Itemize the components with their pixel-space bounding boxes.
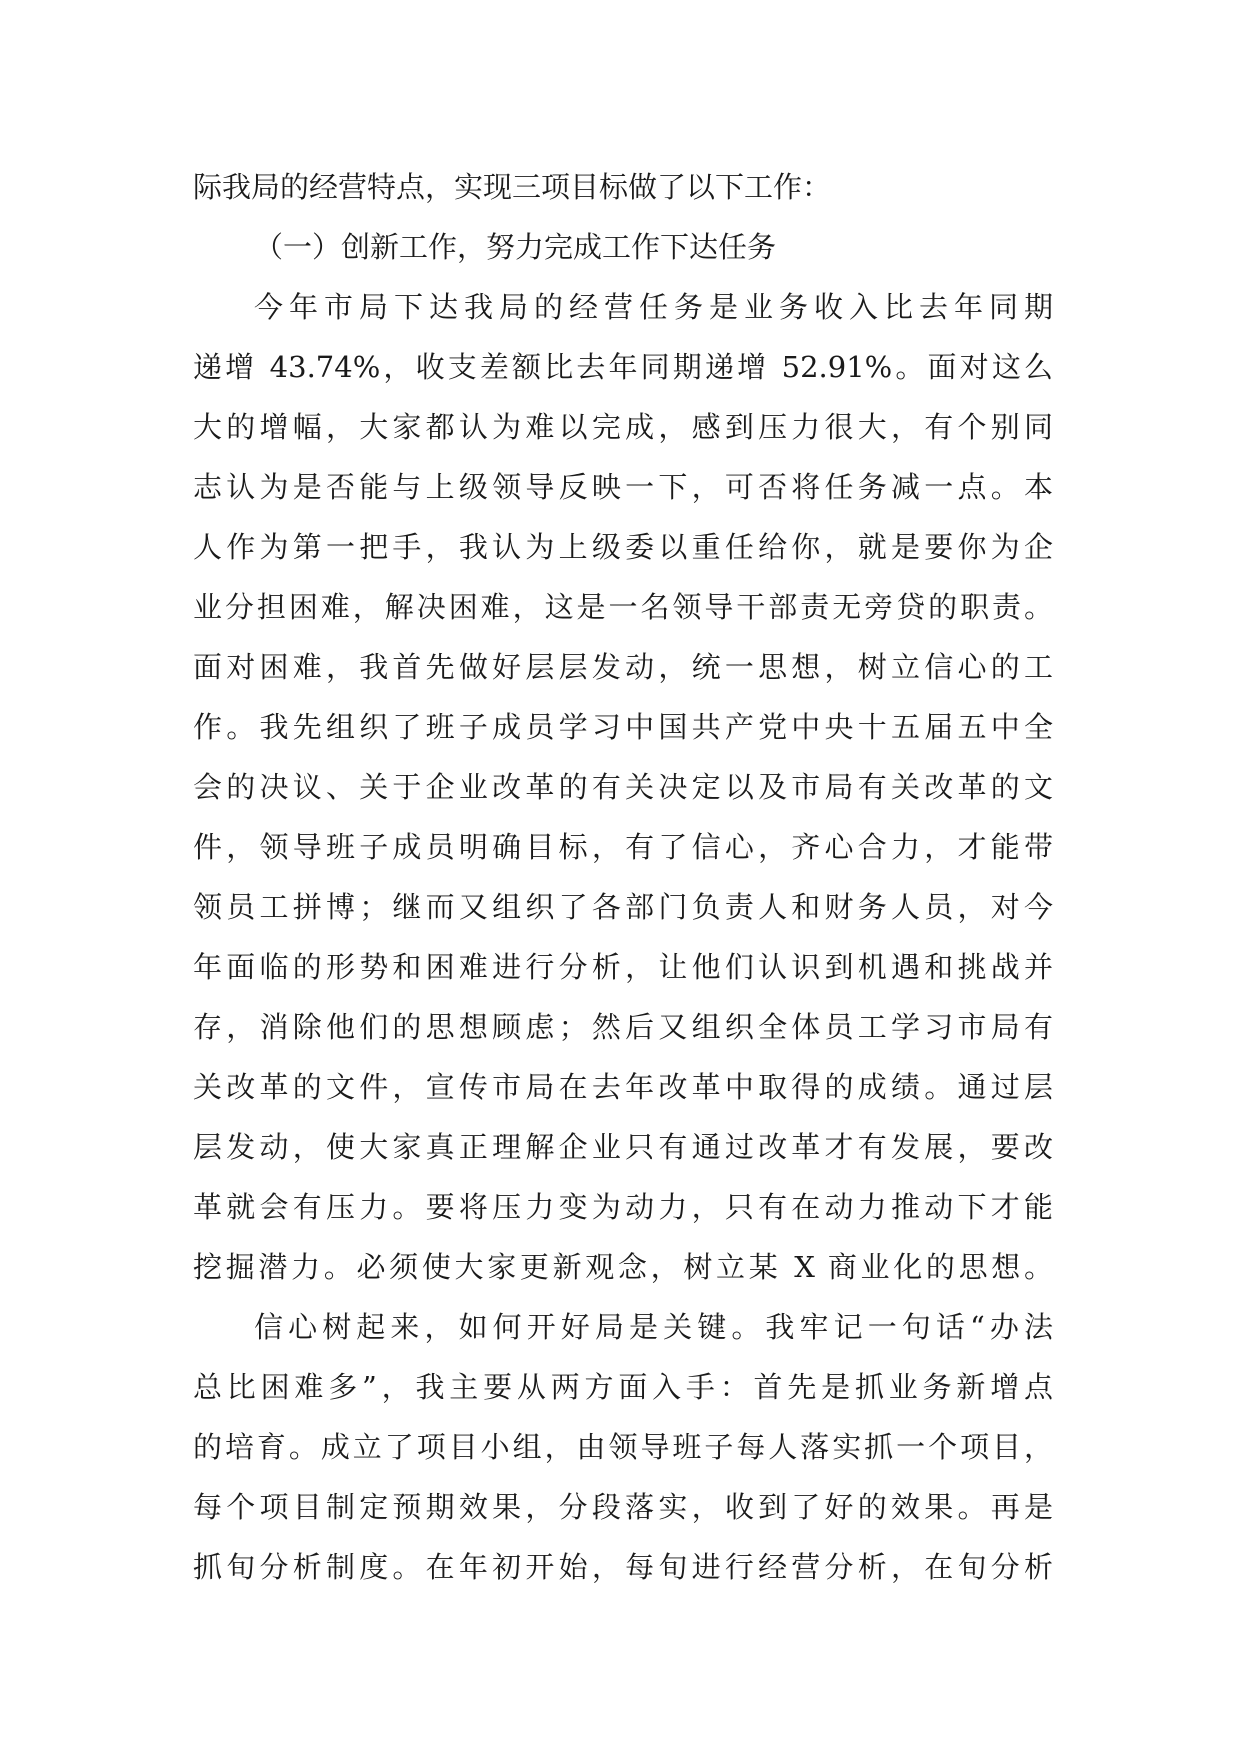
paragraph-line: 信心树起来，如何开好局是关键。我牢记一句话“办法 — [254, 1310, 1053, 1344]
paragraph-line: 会的决议、关于企业改革的有关决定以及市局有关改革的文 — [193, 770, 1053, 804]
paragraph-line: 抓旬分析制度。在年初开始，每旬进行经营分析，在旬分析 — [193, 1550, 1053, 1584]
paragraph-line: 年面临的形势和困难进行分析，让他们认识到机遇和挑战并 — [193, 950, 1053, 984]
paragraph-line: 挖掘潜力。必须使大家更新观念，树立某 X 商业化的思想。 — [193, 1250, 1053, 1284]
paragraph-line: 的培育。成立了项目小组，由领导班子每人落实抓一个项目， — [193, 1430, 1053, 1464]
paragraph-line: 递增 43.74%，收支差额比去年同期递增 52.91%。面对这么 — [193, 350, 1053, 384]
paragraph-line: 志认为是否能与上级领导反映一下，可否将任务减一点。本 — [193, 470, 1053, 504]
paragraph-line: 革就会有压力。要将压力变为动力，只有在动力推动下才能 — [193, 1190, 1053, 1224]
section-heading: （一）创新工作，努力完成工作下达任务 — [254, 230, 777, 264]
paragraph-line: 大的增幅，大家都认为难以完成，感到压力很大，有个别同 — [193, 410, 1053, 444]
paragraph-line: 层发动，使大家真正理解企业只有通过改革才有发展，要改 — [193, 1130, 1053, 1164]
paragraph-line: 关改革的文件，宣传市局在去年改革中取得的成绩。通过层 — [193, 1070, 1053, 1104]
paragraph-line: 件，领导班子成员明确目标，有了信心，齐心合力，才能带 — [193, 830, 1053, 864]
paragraph-line: 总比困难多”，我主要从两方面入手：首先是抓业务新增点 — [193, 1370, 1053, 1404]
paragraph-line: 存，消除他们的思想顾虑；然后又组织全体员工学习市局有 — [193, 1010, 1053, 1044]
paragraph-line: 际我局的经营特点，实现三项目标做了以下工作： — [193, 170, 832, 204]
paragraph-line: 每个项目制定预期效果，分段落实，收到了好的效果。再是 — [193, 1490, 1053, 1524]
paragraph-line: 作。我先组织了班子成员学习中国共产党中央十五届五中全 — [193, 710, 1053, 744]
paragraph-line: 今年市局下达我局的经营任务是业务收入比去年同期 — [254, 290, 1053, 324]
paragraph-line: 面对困难，我首先做好层层发动，统一思想，树立信心的工 — [193, 650, 1053, 684]
paragraph-line: 领员工拼博；继而又组织了各部门负责人和财务人员，对今 — [193, 890, 1053, 924]
paragraph-line: 人作为第一把手，我认为上级委以重任给你，就是要你为企 — [193, 530, 1053, 564]
paragraph-line: 业分担困难，解决困难，这是一名领导干部责无旁贷的职责。 — [193, 590, 1053, 624]
